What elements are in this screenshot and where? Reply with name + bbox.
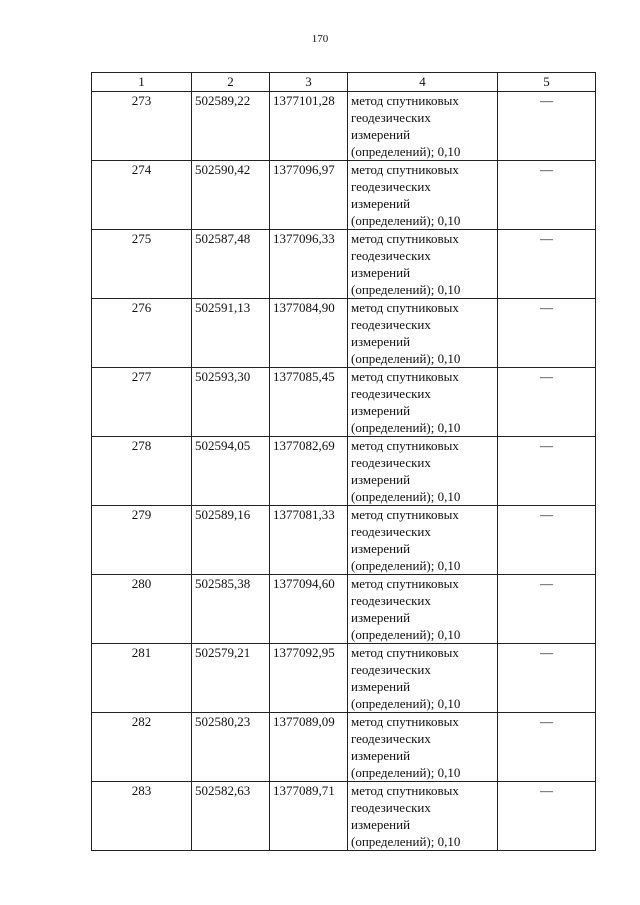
method-cell <box>348 644 498 713</box>
method-text: метод спутниковых геодезических измерений (определений); 0,10 <box>351 162 461 228</box>
x-coordinate-cell: 502579,21 <box>192 644 270 713</box>
x-coordinate-cell: 502585,38 <box>192 575 270 644</box>
description-cell: — <box>498 713 596 782</box>
x-coordinate-cell: 502589,16 <box>192 506 270 575</box>
method-cell <box>348 161 498 230</box>
description-cell: — <box>498 92 596 161</box>
method-text: метод спутниковых геодезических измерений (определений); 0,10 <box>351 714 461 780</box>
method-cell <box>348 575 498 644</box>
column-header: 5 <box>498 73 596 92</box>
y-coordinate-cell: 1377096,97 <box>270 161 348 230</box>
table-row <box>92 575 596 644</box>
coordinates-table <box>91 72 596 851</box>
table-row <box>92 644 596 713</box>
y-coordinate-cell: 1377089,09 <box>270 713 348 782</box>
method-cell <box>348 299 498 368</box>
description-cell: — <box>498 161 596 230</box>
point-number-cell: 275 <box>92 230 192 299</box>
x-coordinate-cell: 502591,13 <box>192 299 270 368</box>
table-row <box>92 437 596 506</box>
point-number-cell: 282 <box>92 713 192 782</box>
table-header-row <box>92 73 596 92</box>
point-number-cell: 274 <box>92 161 192 230</box>
description-cell: — <box>498 230 596 299</box>
method-cell <box>348 782 498 851</box>
method-cell <box>348 92 498 161</box>
method-text: метод спутниковых геодезических измерений (определений); 0,10 <box>351 783 461 849</box>
y-coordinate-cell: 1377096,33 <box>270 230 348 299</box>
point-number-cell: 273 <box>92 92 192 161</box>
method-text: метод спутниковых геодезических измерений (определений); 0,10 <box>351 369 461 435</box>
table-row <box>92 230 596 299</box>
description-cell: — <box>498 437 596 506</box>
description-cell: — <box>498 782 596 851</box>
column-header: 2 <box>192 73 270 92</box>
table-row <box>92 161 596 230</box>
description-cell: — <box>498 575 596 644</box>
column-header: 1 <box>92 73 192 92</box>
x-coordinate-cell: 502582,63 <box>192 782 270 851</box>
method-cell <box>348 506 498 575</box>
description-cell: — <box>498 506 596 575</box>
point-number-cell: 279 <box>92 506 192 575</box>
description-cell: — <box>498 368 596 437</box>
table-row <box>92 506 596 575</box>
x-coordinate-cell: 502594,05 <box>192 437 270 506</box>
x-coordinate-cell: 502589,22 <box>192 92 270 161</box>
method-cell <box>348 437 498 506</box>
table-row <box>92 299 596 368</box>
x-coordinate-cell: 502593,30 <box>192 368 270 437</box>
x-coordinate-cell: 502590,42 <box>192 161 270 230</box>
table-body <box>92 92 596 851</box>
description-cell: — <box>498 299 596 368</box>
y-coordinate-cell: 1377081,33 <box>270 506 348 575</box>
point-number-cell: 277 <box>92 368 192 437</box>
point-number-cell: 281 <box>92 644 192 713</box>
point-number-cell: 283 <box>92 782 192 851</box>
y-coordinate-cell: 1377101,28 <box>270 92 348 161</box>
point-number-cell: 278 <box>92 437 192 506</box>
point-number-cell: 280 <box>92 575 192 644</box>
method-cell <box>348 230 498 299</box>
method-text: метод спутниковых геодезических измерений (определений); 0,10 <box>351 300 461 366</box>
y-coordinate-cell: 1377082,69 <box>270 437 348 506</box>
x-coordinate-cell: 502587,48 <box>192 230 270 299</box>
method-cell <box>348 368 498 437</box>
column-header: 3 <box>270 73 348 92</box>
method-text: метод спутниковых геодезических измерений (определений); 0,10 <box>351 507 461 573</box>
table-row <box>92 92 596 161</box>
table-row <box>92 368 596 437</box>
description-cell: — <box>498 644 596 713</box>
column-header: 4 <box>348 73 498 92</box>
method-text: метод спутниковых геодезических измерений (определений); 0,10 <box>351 231 461 297</box>
method-text: метод спутниковых геодезических измерений (определений); 0,10 <box>351 93 461 159</box>
table-row <box>92 713 596 782</box>
method-cell <box>348 713 498 782</box>
point-number-cell: 276 <box>92 299 192 368</box>
y-coordinate-cell: 1377092,95 <box>270 644 348 713</box>
method-text: метод спутниковых геодезических измерений (определений); 0,10 <box>351 576 461 642</box>
method-text: метод спутниковых геодезических измерений (определений); 0,10 <box>351 645 461 711</box>
table-row <box>92 782 596 851</box>
page-number: 170 <box>311 33 329 45</box>
y-coordinate-cell: 1377085,45 <box>270 368 348 437</box>
x-coordinate-cell: 502580,23 <box>192 713 270 782</box>
y-coordinate-cell: 1377094,60 <box>270 575 348 644</box>
method-text: метод спутниковых геодезических измерений (определений); 0,10 <box>351 438 461 504</box>
y-coordinate-cell: 1377084,90 <box>270 299 348 368</box>
y-coordinate-cell: 1377089,71 <box>270 782 348 851</box>
